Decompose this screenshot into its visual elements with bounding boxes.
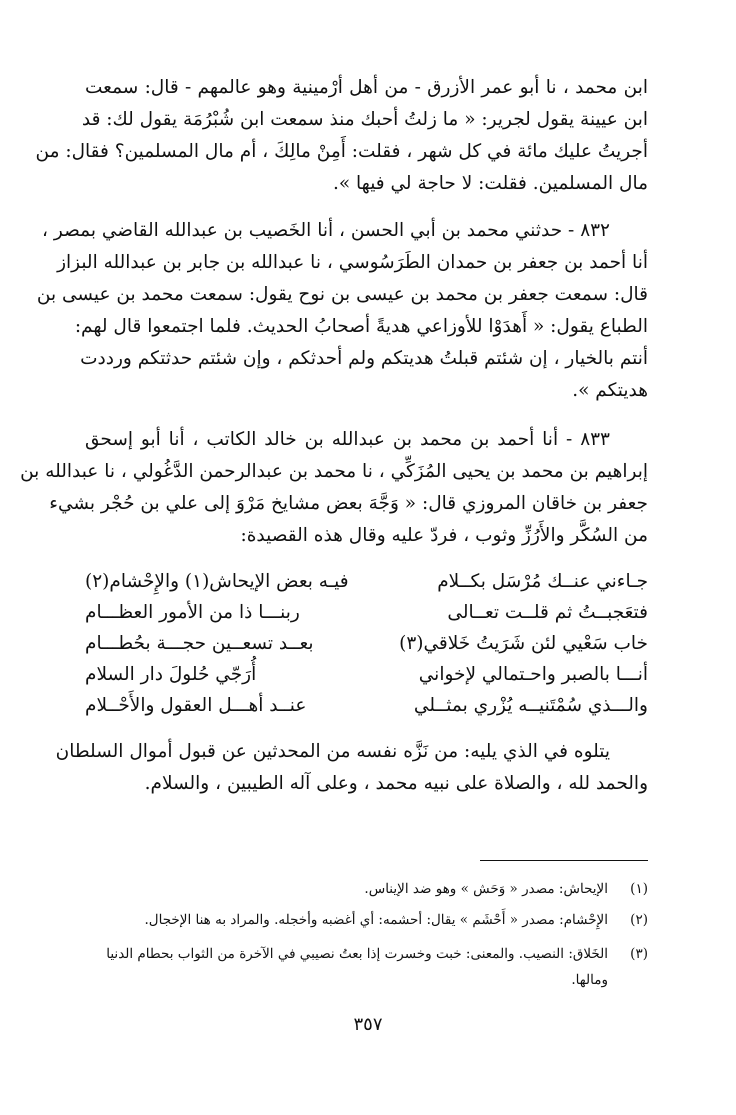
footnote-number: (٢)	[630, 912, 648, 928]
footnote-text: الإِحْشام: مصدر « أَحْشَم » يقال: أحشمه: أي أغضبه وأخجله. والمراد به هنا الإخجال.	[144, 912, 608, 928]
footnote-2	[85, 907, 648, 933]
text-line: أنا أحمد بن جعفر بن حمدان الطَرَسُوسي ، نا عبدالله بن جابر بن عبدالله البزاز	[57, 252, 648, 273]
text-line: إبراهيم بن محمد بن يحيى المُزَكِّي ، نا محمد بن عبدالرحمن الدَّغُولي ، نا عبدالله بن	[20, 461, 648, 482]
verse-second-hemistich: ربنـــا ذا من الأمور العظـــام	[85, 602, 300, 623]
footnote-text: الإيحاش: مصدر « وَحَش » وهو ضد الإيناس.	[364, 881, 608, 897]
poem	[85, 566, 648, 721]
page-number: ٣٥٧	[353, 1014, 383, 1035]
text-line: من السُكَّر والأَرُزِّ وثوب ، فردّ عليه وقال هذه القصيدة:	[240, 525, 648, 546]
text-line: مال المسلمين. فقلت: لا حاجة لي فيها ».	[332, 173, 648, 194]
verse-first-hemistich: فتعَجبــتُ ثم قلــت تعــالى	[447, 602, 648, 623]
verse-second-hemistich: أُرَجّي حُلولَ دار السلام	[85, 664, 257, 685]
footnote-1	[85, 876, 648, 902]
verse-second-hemistich: بعــد تسعــين حجـــة بحُطـــام	[85, 633, 314, 654]
verse-first-hemistich: أنـــا بالصبر واحـتمالي لإخواني	[418, 664, 648, 685]
text-line: ٨٣٣ - أنا أحمد بن محمد بن عبدالله بن خالد الكاتب ، أنا أبو إسحق	[85, 429, 610, 450]
verse-second-hemistich: فيـه بعض الإيحاش(١) والإِحْشام(٢)	[85, 571, 349, 592]
text-line: يتلوه في الذي يليه: من نَزَّه نفسه من المحدثين عن قبول أموال السلطان	[55, 741, 610, 762]
verse-line	[85, 690, 648, 721]
closing-paragraph	[55, 736, 648, 800]
text-line: ابن عيينة يقول لجرير: « ما زلتُ أحبك منذ سمعت ابن شُبْرُمَة يقول لك: قد	[81, 109, 648, 130]
text-line: ٨٣٢ - حدثني محمد بن أبي الحسن ، أنا الخَصيب بن عبدالله القاضي بمصر ،	[42, 220, 610, 241]
verse-line	[85, 597, 648, 628]
footnote-number: (٣)	[630, 946, 648, 962]
text-line: أنتم بالخيار ، إن شئتم قبلتُ هديتكم ولم أحدثكم ، وإن شئتم حدثتكم ورددت	[80, 348, 648, 369]
text-line: ابن محمد ، نا أبو عمر الأزرق - من أهل أرْمينية وهو عالمهم - قال: سمعت	[85, 77, 648, 98]
footnote-text: الخَلاق: النصيب. والمعنى: خبت وخسرت إذا بعتُ نصيبي في الآخرة من الثواب بحطام الدنيا	[106, 946, 608, 962]
footnote-3	[85, 941, 648, 993]
paragraph-1	[35, 72, 648, 200]
text-line: هديتكم ».	[572, 380, 648, 401]
verse-first-hemistich: خاب سَعْيي لئن شَرَيتُ خَلاقي(٣)	[399, 633, 648, 654]
text-line: قال: سمعت جعفر بن محمد بن عيسى بن نوح يقول: سمعت محمد بن عيسى بن	[36, 284, 648, 305]
verse-first-hemistich: والـــذي سُمْتَنيــه يُزْري بمثــلي	[413, 695, 648, 716]
text-line: جعفر بن خاقان المروزي قال: « وَجَّهَ بعض مشايخ مَرْوَ إلى علي بن حُجْر بشيء	[49, 493, 648, 514]
text-line: الطباع يقول: « أَهدَوْا للأوزاعي هديةً أصحابُ الحديث. فلما اجتمعوا قال لهم:	[74, 316, 648, 337]
text-line: أجريتُ عليك مائة في كل شهر ، فقلت: أَمِنْ مالِكَ ، أم مال المسلمين؟ فقال: من	[35, 141, 648, 162]
text-line: والحمد لله ، والصلاة على نبيه محمد ، وعلى آله الطيبين ، والسلام.	[144, 773, 648, 794]
footnote-number: (١)	[630, 881, 648, 897]
footnote-text-continuation: ومالها.	[571, 972, 608, 988]
verse-first-hemistich: جـاءني عنــك مُرْسَل بكــلام	[437, 571, 648, 592]
verse-line	[85, 628, 648, 659]
footnote-divider	[480, 860, 648, 861]
paragraph-833	[20, 424, 648, 552]
verse-line	[85, 659, 648, 690]
verse-second-hemistich: عنــد أهـــل العقول والأَحْــلام	[85, 695, 307, 716]
paragraph-832	[36, 215, 648, 407]
verse-line	[85, 566, 648, 597]
